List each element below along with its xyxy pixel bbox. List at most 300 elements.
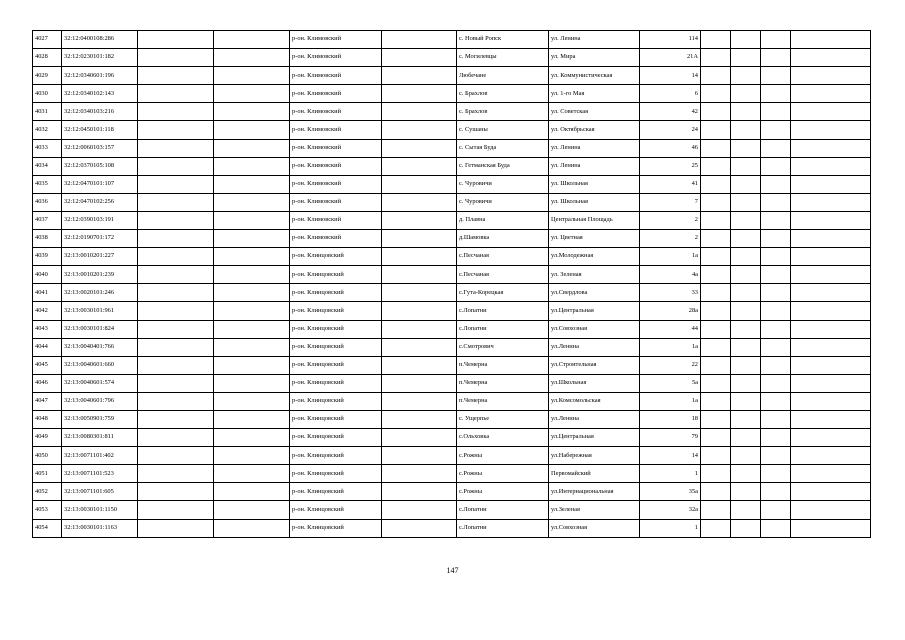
empty-cell — [382, 31, 457, 49]
settlement-cell: с. Ущерпье — [457, 410, 549, 428]
empty-cell — [701, 230, 731, 248]
settlement-cell: с. Могилевцы — [457, 49, 549, 67]
empty-cell — [761, 230, 791, 248]
empty-cell — [791, 157, 871, 175]
house-number-cell: 7 — [640, 193, 701, 211]
empty-cell — [761, 284, 791, 302]
district-cell: р-он. Климовский — [290, 121, 382, 139]
empty-cell — [214, 483, 290, 501]
street-cell: ул. Октябрьская — [549, 121, 640, 139]
cadastral-number-cell: 32:13:0071101:523 — [62, 465, 138, 483]
settlement-cell: с.Лопатни — [457, 302, 549, 320]
empty-cell — [791, 85, 871, 103]
house-number-cell: 44 — [640, 320, 701, 338]
settlement-cell: с. Новый Ропск — [457, 31, 549, 49]
table-row — [33, 121, 871, 139]
street-cell: ул.Молодежная — [549, 248, 640, 266]
house-number-cell: 35а — [640, 483, 701, 501]
cadastral-number-cell: 32:13:0030101:824 — [62, 320, 138, 338]
settlement-cell: с.Рожны — [457, 447, 549, 465]
row-id-cell: 4035 — [33, 175, 62, 193]
empty-cell — [214, 121, 290, 139]
empty-cell — [138, 519, 214, 537]
cadastral-number-cell: 32:13:0040601:660 — [62, 356, 138, 374]
table-row — [33, 483, 871, 501]
house-number-cell: 1 — [640, 519, 701, 537]
district-cell: р-он. Клинцовский — [290, 320, 382, 338]
empty-cell — [791, 519, 871, 537]
cadastral-number-cell: 32:13:0040601:574 — [62, 374, 138, 392]
empty-cell — [138, 483, 214, 501]
house-number-cell: 79 — [640, 429, 701, 447]
empty-cell — [761, 248, 791, 266]
empty-cell — [138, 374, 214, 392]
empty-cell — [791, 175, 871, 193]
page-number: 147 — [446, 566, 459, 575]
cadastral-number-cell: 32:13:0040601:796 — [62, 392, 138, 410]
row-id-cell: 4050 — [33, 447, 62, 465]
empty-cell — [731, 447, 761, 465]
empty-cell — [701, 410, 731, 428]
cadastral-number-cell: 32:13:0030101:1150 — [62, 501, 138, 519]
settlement-cell: с.Лопатни — [457, 519, 549, 537]
district-cell: р-он. Климовский — [290, 230, 382, 248]
empty-cell — [382, 248, 457, 266]
house-number-cell: 2 — [640, 211, 701, 229]
street-cell: ул.Совхозная — [549, 320, 640, 338]
street-cell: ул.Совхозная — [549, 519, 640, 537]
street-cell: ул.Школьная — [549, 374, 640, 392]
settlement-cell: с.Рожны — [457, 465, 549, 483]
empty-cell — [791, 266, 871, 284]
empty-cell — [731, 193, 761, 211]
row-id-cell: 4027 — [33, 31, 62, 49]
empty-cell — [731, 157, 761, 175]
empty-cell — [701, 211, 731, 229]
settlement-cell: с. Брахлов — [457, 85, 549, 103]
empty-cell — [731, 501, 761, 519]
empty-cell — [761, 85, 791, 103]
row-id-cell: 4043 — [33, 320, 62, 338]
empty-cell — [791, 465, 871, 483]
empty-cell — [214, 501, 290, 519]
empty-cell — [791, 31, 871, 49]
settlement-cell: п.Чемерна — [457, 392, 549, 410]
empty-cell — [138, 121, 214, 139]
empty-cell — [138, 248, 214, 266]
cadastral-number-cell: 32:12:0340103:216 — [62, 103, 138, 121]
house-number-cell: 28а — [640, 302, 701, 320]
street-cell: ул.Ленина — [549, 410, 640, 428]
empty-cell — [382, 49, 457, 67]
table-row — [33, 302, 871, 320]
house-number-cell: 1а — [640, 392, 701, 410]
empty-cell — [701, 193, 731, 211]
empty-cell — [214, 67, 290, 85]
settlement-cell: д. Плавна — [457, 211, 549, 229]
empty-cell — [731, 429, 761, 447]
empty-cell — [138, 447, 214, 465]
house-number-cell: 18 — [640, 410, 701, 428]
empty-cell — [138, 67, 214, 85]
empty-cell — [701, 157, 731, 175]
row-id-cell: 4048 — [33, 410, 62, 428]
district-cell: р-он. Климовский — [290, 193, 382, 211]
row-id-cell: 4054 — [33, 519, 62, 537]
empty-cell — [791, 121, 871, 139]
empty-cell — [791, 338, 871, 356]
house-number-cell: 2 — [640, 230, 701, 248]
empty-cell — [382, 139, 457, 157]
empty-cell — [761, 67, 791, 85]
district-cell: р-он. Клинцовский — [290, 356, 382, 374]
district-cell: р-он. Клинцовский — [290, 429, 382, 447]
empty-cell — [138, 211, 214, 229]
empty-cell — [701, 266, 731, 284]
empty-cell — [731, 49, 761, 67]
empty-cell — [382, 447, 457, 465]
empty-cell — [731, 410, 761, 428]
empty-cell — [382, 284, 457, 302]
district-cell: р-он. Клинцовский — [290, 266, 382, 284]
table-body — [33, 31, 871, 538]
empty-cell — [701, 121, 731, 139]
empty-cell — [791, 103, 871, 121]
cadastral-number-cell: 32:13:0030101:961 — [62, 302, 138, 320]
district-cell: р-он. Климовский — [290, 139, 382, 157]
street-cell: ул. Ленина — [549, 31, 640, 49]
settlement-cell: с.Ольховка — [457, 429, 549, 447]
table-row — [33, 248, 871, 266]
street-cell: ул.Набережная — [549, 447, 640, 465]
cadastral-number-cell: 32:12:0190701:172 — [62, 230, 138, 248]
empty-cell — [761, 320, 791, 338]
empty-cell — [731, 519, 761, 537]
empty-cell — [761, 193, 791, 211]
empty-cell — [701, 284, 731, 302]
cadastral-number-cell: 32:13:0071101:605 — [62, 483, 138, 501]
empty-cell — [731, 211, 761, 229]
street-cell: ул. Ленина — [549, 139, 640, 157]
empty-cell — [214, 284, 290, 302]
settlement-cell: с.Песчаная — [457, 266, 549, 284]
table-row — [33, 31, 871, 49]
table-row — [33, 374, 871, 392]
district-cell: р-он. Клинцовский — [290, 374, 382, 392]
empty-cell — [214, 230, 290, 248]
empty-cell — [731, 266, 761, 284]
district-cell: р-он. Клинцовский — [290, 465, 382, 483]
settlement-cell: Любечане — [457, 67, 549, 85]
district-cell: р-он. Клинцовский — [290, 338, 382, 356]
empty-cell — [701, 49, 731, 67]
table-row — [33, 338, 871, 356]
street-cell: ул. Цветная — [549, 230, 640, 248]
empty-cell — [731, 85, 761, 103]
empty-cell — [382, 356, 457, 374]
row-id-cell: 4046 — [33, 374, 62, 392]
empty-cell — [138, 284, 214, 302]
empty-cell — [791, 320, 871, 338]
cadastral-number-cell: 32:13:0080301:811 — [62, 429, 138, 447]
empty-cell — [382, 85, 457, 103]
empty-cell — [382, 338, 457, 356]
empty-cell — [138, 139, 214, 157]
empty-cell — [382, 374, 457, 392]
street-cell: ул.Свердлова — [549, 284, 640, 302]
empty-cell — [761, 501, 791, 519]
empty-cell — [791, 374, 871, 392]
street-cell: ул.Зеленая — [549, 501, 640, 519]
row-id-cell: 4038 — [33, 230, 62, 248]
empty-cell — [138, 193, 214, 211]
empty-cell — [731, 320, 761, 338]
empty-cell — [791, 211, 871, 229]
cadastral-number-cell: 32:12:0400108:286 — [62, 31, 138, 49]
table-row — [33, 85, 871, 103]
empty-cell — [214, 157, 290, 175]
empty-cell — [791, 67, 871, 85]
empty-cell — [761, 302, 791, 320]
row-id-cell: 4052 — [33, 483, 62, 501]
table-row — [33, 284, 871, 302]
empty-cell — [701, 320, 731, 338]
district-cell: р-он. Климовский — [290, 103, 382, 121]
empty-cell — [701, 67, 731, 85]
empty-cell — [761, 211, 791, 229]
empty-cell — [138, 338, 214, 356]
table-row — [33, 157, 871, 175]
empty-cell — [214, 139, 290, 157]
empty-cell — [701, 447, 731, 465]
empty-cell — [214, 193, 290, 211]
empty-cell — [382, 175, 457, 193]
row-id-cell: 4047 — [33, 392, 62, 410]
house-number-cell: 21А — [640, 49, 701, 67]
empty-cell — [214, 320, 290, 338]
empty-cell — [731, 103, 761, 121]
empty-cell — [701, 519, 731, 537]
row-id-cell: 4051 — [33, 465, 62, 483]
empty-cell — [761, 175, 791, 193]
table-row — [33, 266, 871, 284]
street-cell: ул. Ленина — [549, 157, 640, 175]
empty-cell — [382, 465, 457, 483]
empty-cell — [791, 193, 871, 211]
empty-cell — [731, 248, 761, 266]
cadastral-number-cell: 32:12:0450101:118 — [62, 121, 138, 139]
row-id-cell: 4041 — [33, 284, 62, 302]
empty-cell — [214, 302, 290, 320]
house-number-cell: 46 — [640, 139, 701, 157]
district-cell: р-он. Клинцовский — [290, 410, 382, 428]
empty-cell — [791, 429, 871, 447]
empty-cell — [138, 320, 214, 338]
cadastral-number-cell: 32:13:0040401:766 — [62, 338, 138, 356]
empty-cell — [731, 175, 761, 193]
empty-cell — [382, 266, 457, 284]
cadastral-number-cell: 32:13:0050901:759 — [62, 410, 138, 428]
empty-cell — [382, 302, 457, 320]
empty-cell — [731, 338, 761, 356]
cadastral-number-cell: 32:13:0020101:246 — [62, 284, 138, 302]
empty-cell — [214, 356, 290, 374]
district-cell: р-он. Клинцовский — [290, 483, 382, 501]
house-number-cell: 114 — [640, 31, 701, 49]
table-row — [33, 465, 871, 483]
empty-cell — [761, 465, 791, 483]
empty-cell — [214, 429, 290, 447]
house-number-cell: 5а — [640, 374, 701, 392]
district-cell: р-он. Клинцовский — [290, 501, 382, 519]
empty-cell — [791, 483, 871, 501]
table-row — [33, 230, 871, 248]
empty-cell — [791, 248, 871, 266]
empty-cell — [382, 429, 457, 447]
empty-cell — [731, 121, 761, 139]
district-cell: р-он. Клинцовский — [290, 248, 382, 266]
house-number-cell: 6 — [640, 85, 701, 103]
house-number-cell: 22 — [640, 356, 701, 374]
house-number-cell: 24 — [640, 121, 701, 139]
empty-cell — [731, 230, 761, 248]
empty-cell — [701, 374, 731, 392]
district-cell: р-он. Климовский — [290, 175, 382, 193]
cadastral-number-cell: 32:12:0370105:108 — [62, 157, 138, 175]
house-number-cell: 33 — [640, 284, 701, 302]
cadastral-number-cell: 32:12:0230101:182 — [62, 49, 138, 67]
empty-cell — [382, 193, 457, 211]
empty-cell — [731, 67, 761, 85]
table-row — [33, 410, 871, 428]
empty-cell — [382, 320, 457, 338]
cadastral-number-cell: 32:12:0390103:191 — [62, 211, 138, 229]
empty-cell — [382, 230, 457, 248]
empty-cell — [214, 175, 290, 193]
cadastral-number-cell: 32:13:0010201:227 — [62, 248, 138, 266]
empty-cell — [701, 302, 731, 320]
cadastral-number-cell: 32:13:0030101:1163 — [62, 519, 138, 537]
settlement-cell: с. Гетманская Буда — [457, 157, 549, 175]
empty-cell — [138, 465, 214, 483]
empty-cell — [731, 374, 761, 392]
house-number-cell: 14 — [640, 67, 701, 85]
empty-cell — [214, 49, 290, 67]
empty-cell — [214, 248, 290, 266]
district-cell: р-он. Клинцовский — [290, 284, 382, 302]
row-id-cell: 4042 — [33, 302, 62, 320]
district-cell: р-он. Климовский — [290, 211, 382, 229]
house-number-cell: 41 — [640, 175, 701, 193]
empty-cell — [214, 31, 290, 49]
cadastral-number-cell: 32:12:0470101:107 — [62, 175, 138, 193]
house-number-cell: 42 — [640, 103, 701, 121]
district-cell: р-он. Климовский — [290, 49, 382, 67]
empty-cell — [731, 356, 761, 374]
empty-cell — [214, 85, 290, 103]
empty-cell — [214, 374, 290, 392]
house-number-cell: 4а — [640, 266, 701, 284]
settlement-cell: с.Гута-Корецкая — [457, 284, 549, 302]
district-cell: р-он. Клинцовский — [290, 447, 382, 465]
settlement-cell: п.Чемерна — [457, 356, 549, 374]
row-id-cell: 4033 — [33, 139, 62, 157]
empty-cell — [701, 175, 731, 193]
empty-cell — [214, 465, 290, 483]
empty-cell — [701, 31, 731, 49]
table-row — [33, 392, 871, 410]
empty-cell — [214, 392, 290, 410]
table-row — [33, 103, 871, 121]
empty-cell — [791, 230, 871, 248]
street-cell: Первомайский — [549, 465, 640, 483]
empty-cell — [791, 447, 871, 465]
house-number-cell: 1а — [640, 338, 701, 356]
empty-cell — [791, 410, 871, 428]
empty-cell — [701, 465, 731, 483]
empty-cell — [138, 157, 214, 175]
empty-cell — [761, 429, 791, 447]
empty-cell — [761, 121, 791, 139]
empty-cell — [214, 338, 290, 356]
row-id-cell: 4028 — [33, 49, 62, 67]
empty-cell — [138, 266, 214, 284]
table-row — [33, 211, 871, 229]
empty-cell — [138, 175, 214, 193]
street-cell: ул.Центральная — [549, 429, 640, 447]
empty-cell — [138, 85, 214, 103]
empty-cell — [761, 483, 791, 501]
district-cell: р-он. Климовский — [290, 157, 382, 175]
cadastral-number-cell: 32:12:0340601:196 — [62, 67, 138, 85]
empty-cell — [791, 501, 871, 519]
table-row — [33, 429, 871, 447]
empty-cell — [761, 356, 791, 374]
house-number-cell: 14 — [640, 447, 701, 465]
cadastral-number-cell: 32:12:0060103:157 — [62, 139, 138, 157]
empty-cell — [138, 302, 214, 320]
row-id-cell: 4040 — [33, 266, 62, 284]
table-row — [33, 193, 871, 211]
empty-cell — [761, 338, 791, 356]
row-id-cell: 4031 — [33, 103, 62, 121]
empty-cell — [382, 157, 457, 175]
table-row — [33, 139, 871, 157]
row-id-cell: 4036 — [33, 193, 62, 211]
empty-cell — [138, 429, 214, 447]
table-row — [33, 356, 871, 374]
settlement-cell: п.Чемерна — [457, 374, 549, 392]
empty-cell — [701, 103, 731, 121]
settlement-cell: с.Лопатни — [457, 501, 549, 519]
street-cell: ул.Интернациональная — [549, 483, 640, 501]
house-number-cell: 25 — [640, 157, 701, 175]
street-cell: ул. Коммунистическая — [549, 67, 640, 85]
empty-cell — [382, 483, 457, 501]
row-id-cell: 4044 — [33, 338, 62, 356]
settlement-cell: с. Чуровичи — [457, 175, 549, 193]
empty-cell — [761, 103, 791, 121]
table-row — [33, 67, 871, 85]
table-row — [33, 320, 871, 338]
cadastral-number-cell: 32:12:0340102:143 — [62, 85, 138, 103]
street-cell: ул.Строительная — [549, 356, 640, 374]
row-id-cell: 4029 — [33, 67, 62, 85]
row-id-cell: 4045 — [33, 356, 62, 374]
row-id-cell: 4049 — [33, 429, 62, 447]
empty-cell — [701, 248, 731, 266]
empty-cell — [731, 139, 761, 157]
